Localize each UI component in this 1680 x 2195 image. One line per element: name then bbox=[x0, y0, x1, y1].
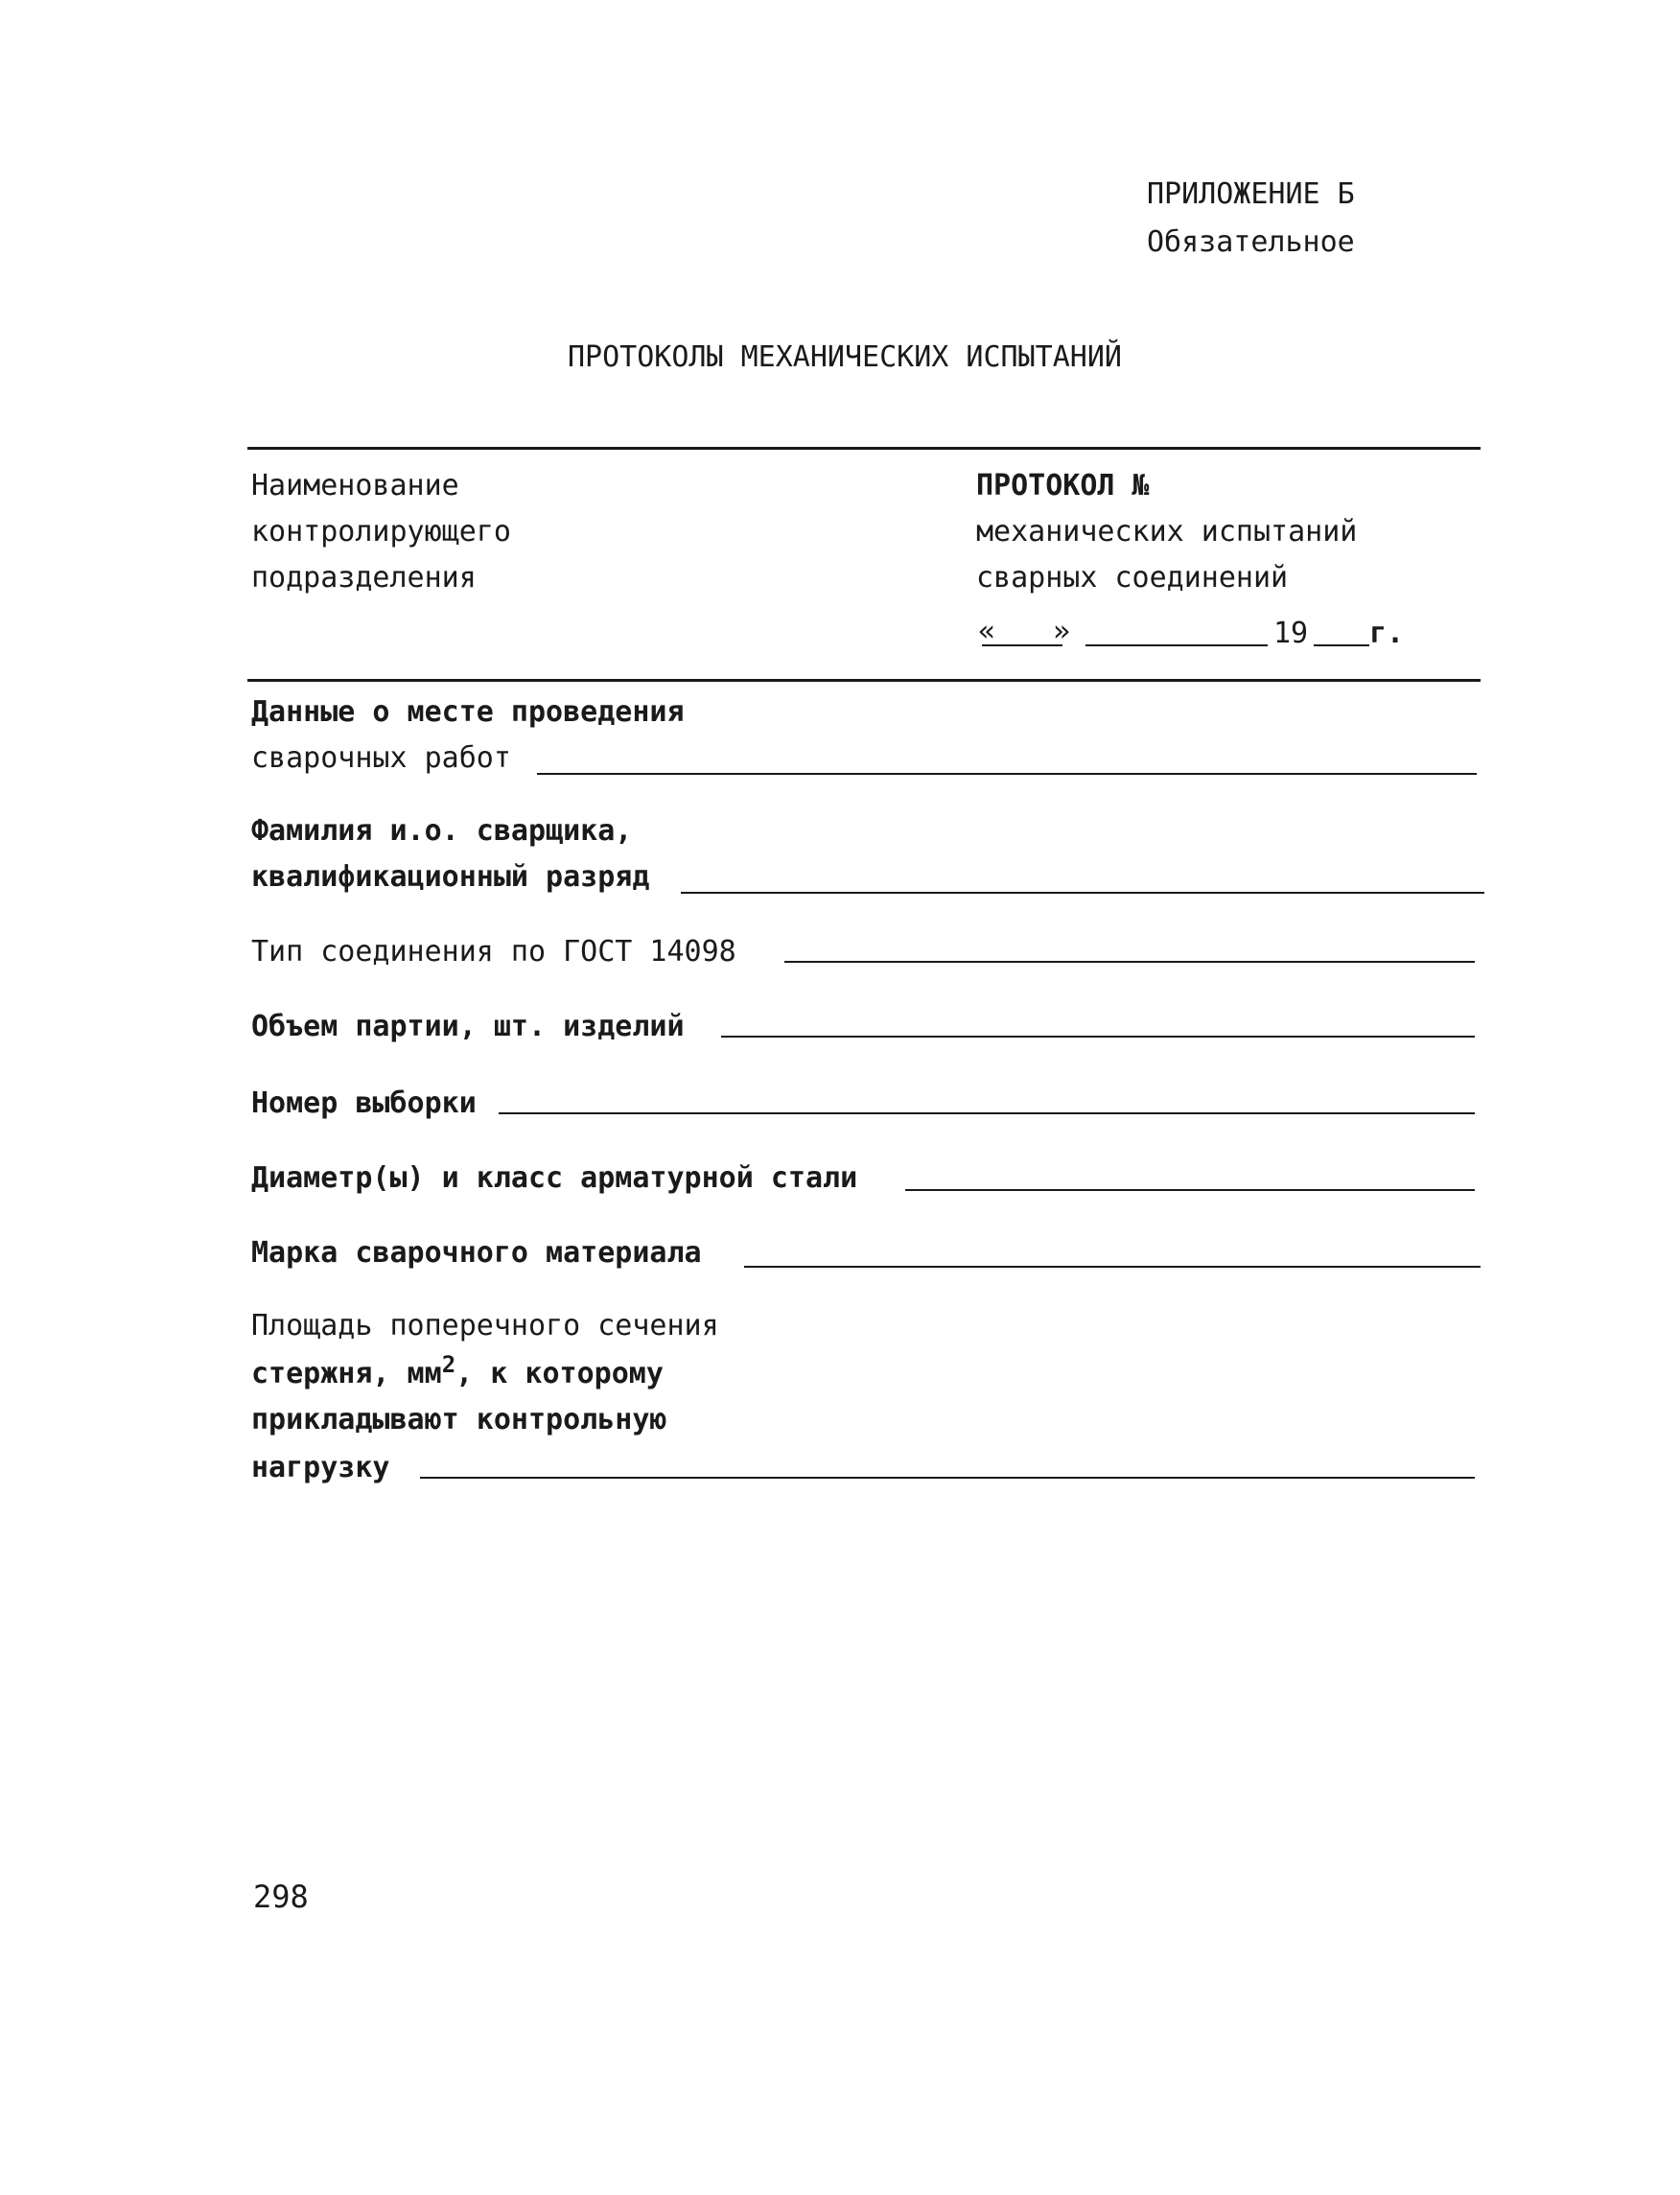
batch-volume-field-line[interactable] bbox=[721, 1036, 1475, 1038]
protocol-number-label: ПРОТОКОЛ № bbox=[976, 469, 1150, 502]
area-field-line[interactable] bbox=[420, 1477, 1475, 1479]
welder-label-line1: Фамилия и.о. сварщика, bbox=[251, 814, 633, 848]
diameter-class-label: Диаметр(ы) и класс арматурной стали bbox=[251, 1161, 858, 1195]
appendix-status: Обязательное bbox=[1147, 225, 1355, 259]
sample-number-field-line[interactable] bbox=[499, 1112, 1475, 1114]
org-name-line1: Наименование bbox=[251, 469, 459, 502]
area-label-line2-a: стержня, мм bbox=[251, 1357, 442, 1390]
batch-volume-label: Объем партии, шт. изделий bbox=[251, 1010, 685, 1043]
date-year-line bbox=[1314, 644, 1369, 646]
page-number: 298 bbox=[253, 1879, 309, 1915]
org-name-line3: подразделения bbox=[251, 561, 477, 595]
diameter-class-field-line[interactable] bbox=[905, 1189, 1475, 1191]
area-label-line3: прикладывают контрольную bbox=[251, 1403, 667, 1436]
welding-material-label: Марка сварочного материала bbox=[251, 1236, 702, 1270]
page-title: ПРОТОКОЛЫ МЕХАНИЧЕСКИХ ИСПЫТАНИЙ bbox=[568, 340, 1122, 374]
date-year-prefix: 19 bbox=[1273, 617, 1309, 650]
protocol-subtitle-line2: сварных соединений bbox=[976, 561, 1289, 595]
area-label-line1: Площадь поперечного сечения bbox=[251, 1309, 719, 1343]
place-label-line2: сварочных работ bbox=[251, 741, 511, 775]
date-quote-close: » bbox=[1053, 615, 1071, 648]
area-label-line4: нагрузку bbox=[251, 1451, 390, 1484]
top-rule bbox=[247, 447, 1481, 450]
sample-number-label: Номер выборки bbox=[251, 1086, 477, 1120]
appendix-label: ПРИЛОЖЕНИЕ Б bbox=[1147, 177, 1355, 211]
place-field-line[interactable] bbox=[537, 773, 1477, 775]
date-year-suffix: г. bbox=[1369, 617, 1405, 650]
welder-label-line2: квалификационный разряд bbox=[251, 860, 650, 894]
area-label-line2 bbox=[251, 1351, 664, 1390]
header-bottom-rule bbox=[247, 679, 1481, 682]
protocol-subtitle-line1: механических испытаний bbox=[976, 515, 1358, 549]
place-label-line1: Данные о месте проведения bbox=[251, 695, 685, 729]
welding-material-field-line[interactable] bbox=[744, 1266, 1481, 1268]
date-quote-open: « bbox=[978, 615, 996, 648]
date-day-line bbox=[982, 644, 1062, 646]
area-unit-superscript: 2 bbox=[441, 1351, 456, 1378]
joint-type-field-line[interactable] bbox=[784, 961, 1475, 963]
welder-field-line[interactable] bbox=[681, 892, 1484, 894]
area-label-line2-b: , к которому bbox=[455, 1357, 664, 1390]
joint-type-label: Тип соединения по ГОСТ 14098 bbox=[251, 935, 736, 969]
org-name-line2: контролирующего bbox=[251, 515, 511, 549]
date-month-line bbox=[1085, 644, 1268, 646]
